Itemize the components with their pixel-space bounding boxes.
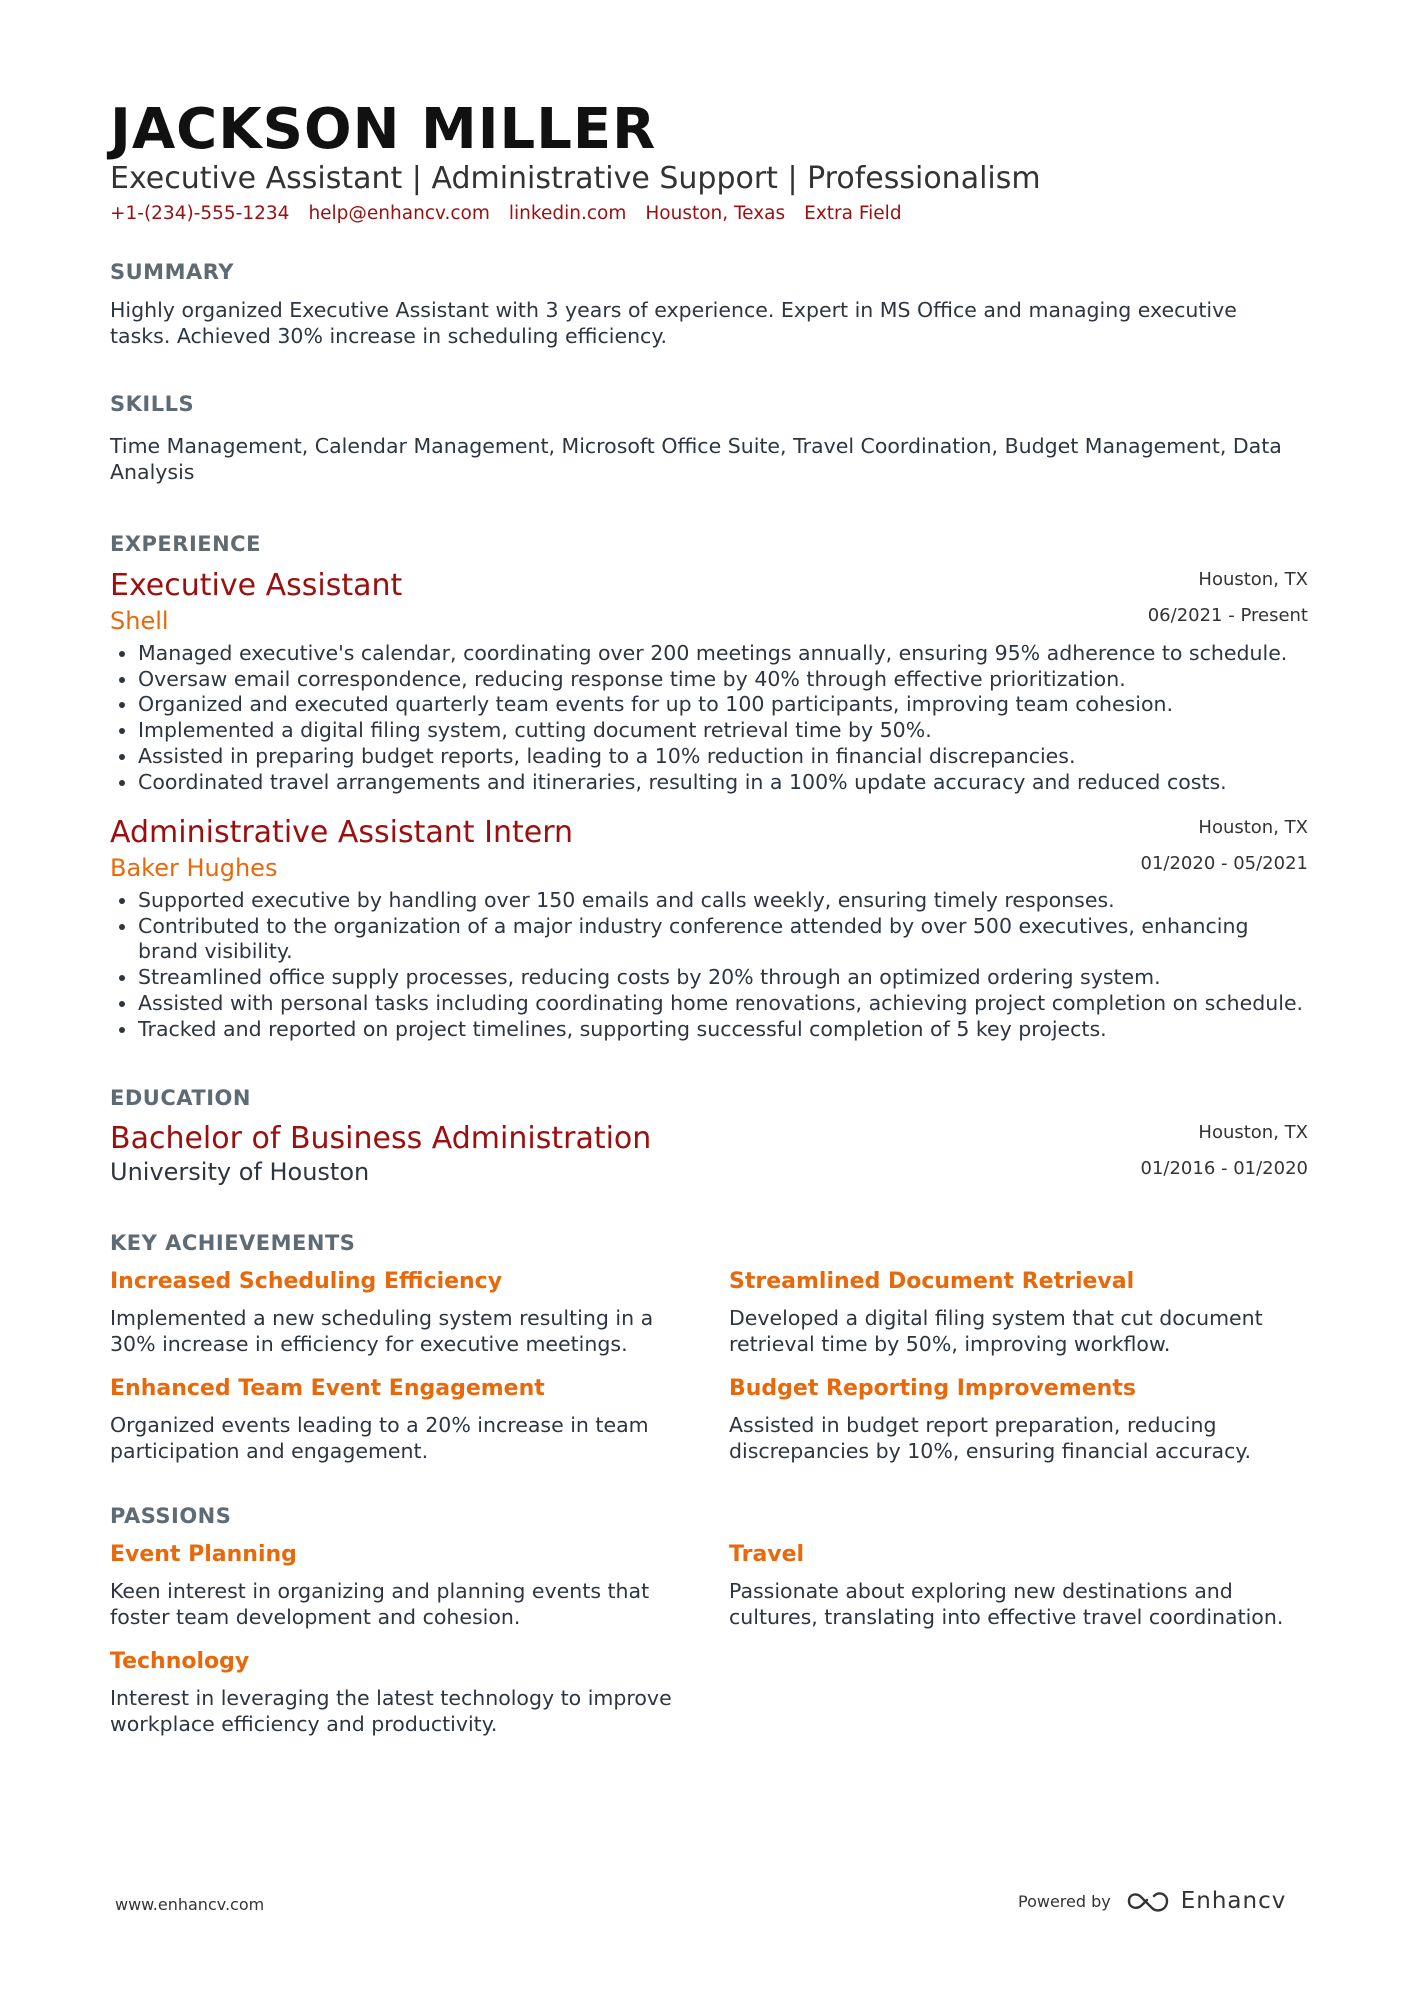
education-title: EDUCATION — [110, 1086, 251, 1110]
contact-bar — [110, 202, 902, 226]
job-role: Administrative Assistant Intern — [110, 815, 574, 850]
brand-name: Enhancv — [1180, 1888, 1287, 1914]
footer-website[interactable]: www.enhancv.com — [115, 1895, 265, 1914]
job-location: Houston, TX — [1198, 817, 1308, 838]
passion-desc: Interest in leveraging the latest technology to improve workplace efficiency and productivity. — [110, 1686, 672, 1736]
job-bullet: • Implemented a digital filing system, cutting document retrieval time by 50%. — [138, 718, 1308, 744]
job-bullet: • Organized and executed quarterly team events for up to 100 participants, improving team cohesion. — [138, 692, 1308, 718]
powered-by-label: Powered by — [1018, 1891, 1111, 1911]
footer-powered-by — [1018, 1888, 1286, 1914]
contact-location: Houston, Texas — [645, 203, 786, 224]
achievements-title: KEY ACHIEVEMENTS — [110, 1231, 356, 1255]
summary-title: SUMMARY — [110, 260, 234, 284]
passions-title: PASSIONS — [110, 1504, 232, 1528]
job-bullet: • Assisted in preparing budget reports, leading to a 10% reduction in financial discrepancies. — [138, 744, 1308, 770]
job-bullet: • Assisted with personal tasks including coordinating home renovations, achieving project completion on schedule. — [138, 991, 1308, 1017]
achievement-title: Budget Reporting Improvements — [729, 1376, 1136, 1401]
job-bullet: • Coordinated travel arrangements and itineraries, resulting in a 100% update accuracy and reduced costs. — [138, 770, 1308, 796]
contact-extra: Extra Field — [804, 203, 902, 224]
passion-desc: Passionate about exploring new destinations and cultures, translating into effective travel coordination. — [729, 1579, 1284, 1629]
candidate-tagline: Executive Assistant | Administrative Support | Professionalism — [110, 161, 1041, 196]
job-dates: 01/2020 - 05/2021 — [1140, 853, 1308, 874]
passion-title: Travel — [729, 1542, 805, 1567]
education-school: University of Houston — [110, 1158, 370, 1186]
contact-email[interactable]: help@enhancv.com — [308, 203, 490, 224]
job-bullets — [110, 641, 1308, 795]
contact-linkedin[interactable]: linkedin.com — [508, 203, 627, 224]
passion-title: Technology — [110, 1649, 250, 1674]
job-bullets — [110, 888, 1308, 1042]
candidate-name: JACKSON MILLER — [110, 97, 657, 162]
job-bullet: • Contributed to the organization of a major industry conference attended by over 500 executives, enhancing brand visibility. — [138, 914, 1308, 965]
education-location: Houston, TX — [1198, 1122, 1308, 1143]
achievement-desc: Organized events leading to a 20% increase in team participation and engagement. — [110, 1413, 649, 1463]
skills-text: Time Management, Calendar Management, Microsoft Office Suite, Travel Coordination, Budget Management, Data Analysis — [110, 434, 1282, 484]
achievement-desc: Implemented a new scheduling system resulting in a 30% increase in efficiency for executive meetings. — [110, 1306, 654, 1356]
passion-desc: Keen interest in organizing and planning events that foster team development and cohesion. — [110, 1579, 650, 1629]
job-dates: 06/2021 - Present — [1147, 605, 1308, 626]
achievement-title: Increased Scheduling Efficiency — [110, 1269, 503, 1294]
passion-title: Event Planning — [110, 1542, 297, 1567]
job-bullet: • Tracked and reported on project timelines, supporting successful completion of 5 key projects. — [138, 1017, 1308, 1043]
skills-title: SKILLS — [110, 392, 195, 416]
achievement-desc: Developed a digital filing system that cut document retrieval time by 50%, improving workflow. — [729, 1306, 1263, 1356]
enhancv-logo-icon — [1125, 1888, 1171, 1914]
brand-logo[interactable] — [1125, 1888, 1287, 1914]
experience-title: EXPERIENCE — [110, 532, 261, 556]
job-bullet: • Managed executive's calendar, coordinating over 200 meetings annually, ensuring 95% adherence to schedule. — [138, 641, 1308, 667]
contact-phone[interactable]: +1-(234)-555-1234 — [110, 203, 290, 224]
job-bullet: • Supported executive by handling over 150 emails and calls weekly, ensuring timely responses. — [138, 888, 1308, 914]
achievement-title: Enhanced Team Event Engagement — [110, 1376, 545, 1401]
job-bullet: • Oversaw email correspondence, reducing response time by 40% through effective prioritization. — [138, 667, 1308, 693]
summary-text: Highly organized Executive Assistant with 3 years of experience. Expert in MS Office and managing executive tasks. Achieved 30% increase in scheduling efficiency. — [110, 298, 1237, 348]
education-dates: 01/2016 - 01/2020 — [1140, 1158, 1308, 1179]
job-location: Houston, TX — [1198, 569, 1308, 590]
achievement-desc: Assisted in budget report preparation, reducing discrepancies by 10%, ensuring financial accuracy. — [729, 1413, 1252, 1463]
job-company: Shell — [110, 607, 169, 635]
education-degree: Bachelor of Business Administration — [110, 1121, 652, 1156]
achievement-title: Streamlined Document Retrieval — [729, 1269, 1135, 1294]
job-company: Baker Hughes — [110, 854, 278, 882]
job-bullet: • Streamlined office supply processes, reducing costs by 20% through an optimized ordering system. — [138, 965, 1308, 991]
job-role: Executive Assistant — [110, 568, 403, 603]
